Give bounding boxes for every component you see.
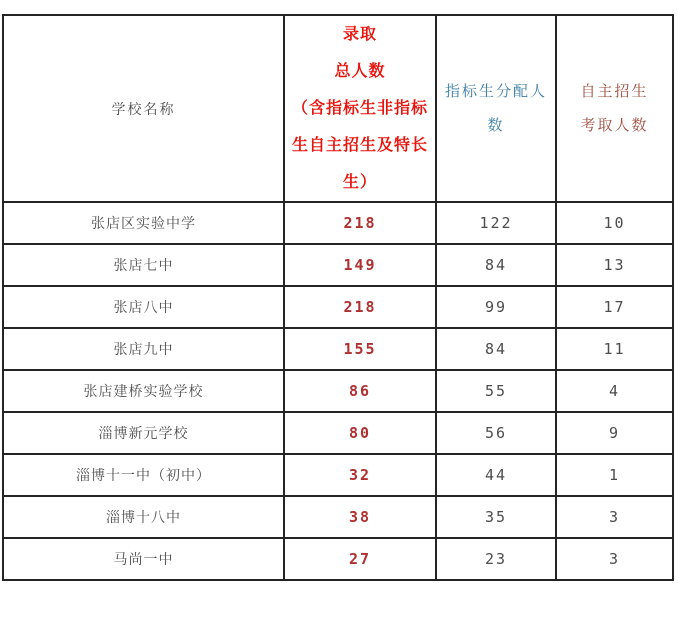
header-admitted-total-line: 生） xyxy=(342,174,377,191)
table-row xyxy=(3,370,673,412)
table-row xyxy=(3,286,673,328)
quota-cell: 23 xyxy=(436,538,556,580)
quota-cell: 44 xyxy=(436,454,556,496)
independent-cell: 1 xyxy=(556,454,673,496)
school-name-cell: 马尚一中 xyxy=(3,538,284,580)
independent-cell: 3 xyxy=(556,496,673,538)
admitted-total-cell: 80 xyxy=(284,412,436,454)
quota-cell: 55 xyxy=(436,370,556,412)
admitted-total-cell: 27 xyxy=(284,538,436,580)
table-row xyxy=(3,412,673,454)
header-independent-admission xyxy=(556,15,673,202)
school-name-cell: 张店八中 xyxy=(3,286,284,328)
table-row xyxy=(3,202,673,244)
independent-cell: 3 xyxy=(556,538,673,580)
quota-cell: 99 xyxy=(436,286,556,328)
independent-cell: 4 xyxy=(556,370,673,412)
school-name-cell: 张店九中 xyxy=(3,328,284,370)
table-row xyxy=(3,454,673,496)
school-name-cell: 淄博十八中 xyxy=(3,496,284,538)
independent-cell: 13 xyxy=(556,244,673,286)
school-admissions-table xyxy=(2,14,674,581)
admitted-total-cell: 38 xyxy=(284,496,436,538)
admissions-table-container xyxy=(2,14,674,581)
independent-cell: 17 xyxy=(556,286,673,328)
header-admitted-total xyxy=(284,15,436,202)
school-name-cell: 张店七中 xyxy=(3,244,284,286)
independent-cell: 11 xyxy=(556,328,673,370)
school-name-cell: 张店区实验中学 xyxy=(3,202,284,244)
school-name-cell: 张店建桥实验学校 xyxy=(3,370,284,412)
quota-cell: 122 xyxy=(436,202,556,244)
header-admitted-total-line: 录取 xyxy=(342,26,377,43)
table-header-row xyxy=(3,15,673,202)
admitted-total-cell: 155 xyxy=(284,328,436,370)
table-row xyxy=(3,328,673,370)
independent-cell: 10 xyxy=(556,202,673,244)
header-school-name: 学校名称 xyxy=(3,15,284,202)
header-admitted-total-line: 总人数 xyxy=(334,63,386,80)
quota-cell: 84 xyxy=(436,244,556,286)
header-admitted-total-line: 生自主招生及特长 xyxy=(291,137,428,154)
header-independent-admission-line: 考取人数 xyxy=(580,116,649,134)
admitted-total-cell: 218 xyxy=(284,286,436,328)
quota-cell: 35 xyxy=(436,496,556,538)
header-quota-allocation-line: 数 xyxy=(487,116,505,134)
header-quota-allocation xyxy=(436,15,556,202)
admitted-total-cell: 218 xyxy=(284,202,436,244)
table-row xyxy=(3,244,673,286)
independent-cell: 9 xyxy=(556,412,673,454)
header-independent-admission-line: 自主招生 xyxy=(580,82,649,100)
header-quota-allocation-line: 指标生分配人 xyxy=(444,82,547,100)
school-name-cell: 淄博新元学校 xyxy=(3,412,284,454)
admitted-total-cell: 32 xyxy=(284,454,436,496)
admitted-total-cell: 86 xyxy=(284,370,436,412)
school-name-cell: 淄博十一中（初中） xyxy=(3,454,284,496)
table-row xyxy=(3,538,673,580)
header-admitted-total-line: （含指标生非指标 xyxy=(291,100,428,117)
admitted-total-cell: 149 xyxy=(284,244,436,286)
quota-cell: 56 xyxy=(436,412,556,454)
table-row xyxy=(3,496,673,538)
quota-cell: 84 xyxy=(436,328,556,370)
